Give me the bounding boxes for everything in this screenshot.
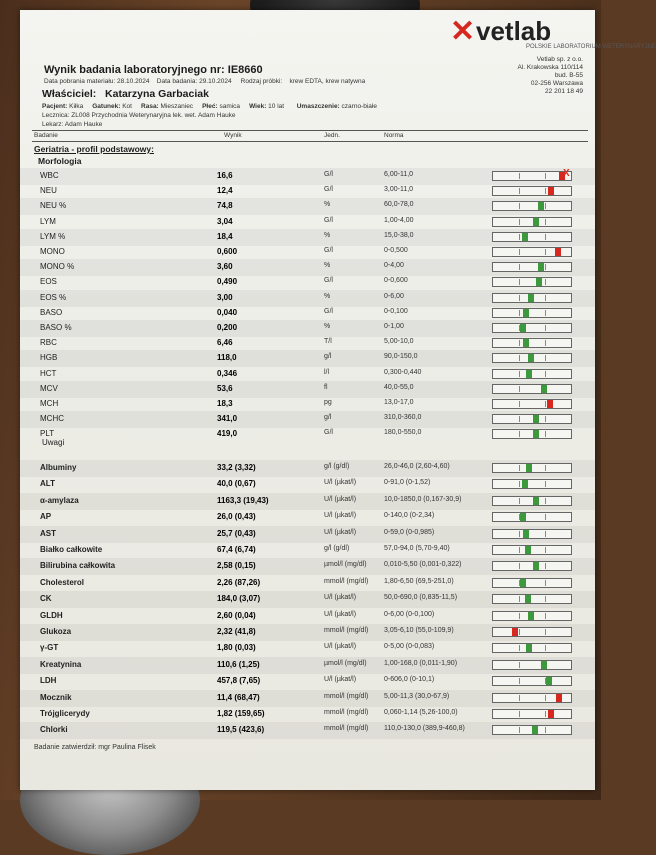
range-indicator-bar <box>492 709 572 719</box>
test-name: α-amylaza <box>40 495 79 505</box>
test-reference-range: 0-1,00 <box>384 323 404 330</box>
test-name: BASO <box>40 307 63 317</box>
test-unit: fl <box>324 383 328 391</box>
test-result: 67,4 (6,74) <box>217 545 256 554</box>
test-unit: mmol/l (mg/dl) <box>324 577 369 585</box>
lab-address-line: 22 201 18 49 <box>545 88 583 95</box>
clinic-line: Lecznica: ZL008 Przychodnia Weterynaryjna lek. wet. Adam Hauke <box>42 112 236 119</box>
result-marker <box>538 263 544 271</box>
test-result: 33,2 (3,32) <box>217 463 256 472</box>
range-indicator-bar <box>492 561 572 571</box>
test-name: Glukoza <box>40 627 72 636</box>
test-name: LYM <box>40 216 56 226</box>
result-marker <box>533 415 539 423</box>
column-range: Norma <box>384 132 404 139</box>
table-row <box>20 591 595 608</box>
test-unit: µmol/l (mg/dl) <box>324 659 367 667</box>
result-marker <box>523 309 529 317</box>
profile-title: Geriatria - profil podstawowy: <box>34 144 154 154</box>
table-row <box>20 558 595 575</box>
test-reference-range: 5,00-11,3 (30,0-67,9) <box>384 692 450 700</box>
test-name: AST <box>40 528 56 538</box>
result-marker <box>533 497 539 505</box>
test-unit: g/l <box>324 353 332 361</box>
test-result: 2,58 (0,15) <box>217 561 256 571</box>
range-indicator-bar <box>492 627 572 637</box>
test-reference-range: 13,0-17,0 <box>384 399 414 406</box>
result-marker <box>526 464 532 472</box>
test-name: EOS <box>40 277 57 287</box>
results-table-header <box>32 130 588 142</box>
range-indicator-bar <box>492 232 572 242</box>
test-unit: % <box>324 323 331 330</box>
test-name: MCH <box>40 399 59 408</box>
result-marker <box>526 644 532 652</box>
table-row <box>20 426 595 443</box>
test-reference-range: 0-0,500 <box>384 247 408 254</box>
test-reference-range: 3,05-6,10 (55,0-109,9) <box>384 627 454 634</box>
result-marker <box>525 546 531 554</box>
report-number: IE8660 <box>227 64 263 76</box>
test-reference-range: 0,060-1,14 (5,26-100,0) <box>384 709 458 716</box>
result-marker <box>533 430 539 438</box>
range-indicator-bar <box>492 217 572 227</box>
owner-name: Katarzyna Garbaciak <box>105 88 209 100</box>
table-row <box>20 575 595 592</box>
test-name: RBC <box>40 338 57 348</box>
test-name: ALT <box>40 479 55 489</box>
test-reference-range: 0-140,0 (0-2,34) <box>384 512 435 520</box>
test-unit: µmol/l (mg/dl) <box>324 561 367 569</box>
test-reference-range: 40,0-55,0 <box>384 383 414 391</box>
table-row <box>20 640 595 657</box>
table-row <box>20 542 595 559</box>
test-unit: T/l <box>324 338 332 346</box>
result-marker <box>525 595 531 603</box>
result-marker <box>547 400 553 408</box>
test-result: 25,7 (0,43) <box>217 528 256 538</box>
result-marker <box>556 694 562 702</box>
test-reference-range: 10,0-1850,0 (0,167-30,9) <box>384 495 462 503</box>
test-unit: % <box>324 262 331 270</box>
range-indicator-bar <box>492 308 572 318</box>
test-result: 3,60 <box>217 262 233 272</box>
test-result: 53,6 <box>217 383 233 393</box>
test-name: WBC <box>40 171 59 180</box>
test-name: MONO <box>40 247 65 256</box>
test-reference-range: 57,0-94,0 (5,70-9,40) <box>384 545 450 552</box>
test-name: LDH <box>40 676 57 686</box>
range-indicator-bar <box>492 247 572 257</box>
result-marker <box>528 612 534 620</box>
logo-subtitle: POLSKIE LABORATORIUM WETERYNARYJNE <box>526 44 656 50</box>
range-indicator-bar <box>492 168 572 181</box>
vetlab-logo <box>450 14 656 50</box>
column-test: Badanie <box>34 132 58 139</box>
result-marker <box>541 661 547 669</box>
test-reference-range: 5,00-10,0 <box>384 338 414 346</box>
table-row <box>20 526 595 543</box>
test-name: NEU % <box>40 201 67 211</box>
range-indicator-bar <box>492 338 572 348</box>
test-reference-range: 0-59,0 (0-0,985) <box>384 528 435 536</box>
range-indicator-bar <box>492 293 572 303</box>
morfologia-title: Morfologia <box>38 156 82 166</box>
test-result: 18,4 <box>217 231 233 241</box>
result-marker <box>520 579 526 587</box>
test-reference-range: 110,0-130,0 (389,9-460,8) <box>384 725 465 733</box>
test-unit: mmol/l (mg/dl) <box>324 627 369 634</box>
test-unit: U/l (µkat/l) <box>324 479 357 487</box>
range-indicator-bar <box>492 399 572 409</box>
test-result: 419,0 <box>217 429 238 439</box>
result-marker <box>522 480 528 488</box>
test-result: 2,60 (0,04) <box>217 610 256 620</box>
table-row <box>20 493 595 510</box>
test-name: PLT <box>40 429 55 439</box>
result-marker <box>512 628 518 636</box>
result-marker <box>555 248 561 256</box>
test-name: CK <box>40 594 52 604</box>
test-reference-range: 0-5,00 (0-0,083) <box>384 643 435 651</box>
test-unit: U/l (µkat/l) <box>324 676 357 684</box>
test-result: 1163,3 (19,43) <box>217 495 269 505</box>
result-marker <box>541 385 547 393</box>
remarks-label: Uwagi <box>42 438 65 447</box>
range-indicator-bar <box>492 643 572 653</box>
table-row <box>20 624 595 641</box>
range-indicator-bar <box>492 725 572 735</box>
range-indicator-bar <box>492 676 572 686</box>
test-reference-range: 26,0-46,0 (2,60-4,60) <box>384 463 450 470</box>
test-unit: U/l (µkat/l) <box>324 594 357 602</box>
test-unit: l/l <box>324 368 330 376</box>
test-name: MONO % <box>40 262 75 272</box>
result-marker <box>533 562 539 570</box>
result-marker <box>548 187 554 195</box>
test-result: 118,0 <box>217 353 237 363</box>
test-name: EOS % <box>40 292 67 302</box>
test-reference-range: 60,0-78,0 <box>384 201 414 209</box>
out-of-range-flag-icon: X <box>563 168 570 179</box>
test-result: 3,04 <box>217 216 233 226</box>
test-result: 26,0 (0,43) <box>217 512 256 522</box>
test-name: LYM % <box>40 231 66 241</box>
test-name: GLDH <box>40 610 63 620</box>
result-marker <box>520 324 526 332</box>
test-name: Bilirubina całkowita <box>40 561 116 571</box>
test-unit: mmol/l (mg/dl) <box>324 709 369 716</box>
test-reference-range: 6,00-11,0 <box>384 171 414 178</box>
range-indicator-bar <box>492 201 572 211</box>
test-unit: G/l <box>324 307 333 315</box>
test-name: γ-GT <box>40 643 59 653</box>
table-row <box>20 690 595 707</box>
test-result: 6,46 <box>217 338 233 348</box>
test-name: Białko całkowite <box>40 545 103 554</box>
test-unit: mmol/l (mg/dl) <box>324 725 369 733</box>
report-title: Wynik badania laboratoryjnego nr: IE8660 <box>44 64 263 76</box>
test-unit: G/l <box>324 277 333 285</box>
test-reference-range: 0-6,00 (0-0,100) <box>384 610 435 618</box>
test-name: Mocznik <box>40 692 72 702</box>
test-unit: pg <box>324 399 332 406</box>
test-result: 341,0 <box>217 414 238 424</box>
test-reference-range: 90,0-150,0 <box>384 353 418 361</box>
test-reference-range: 1,00-4,00 <box>384 216 414 224</box>
test-reference-range: 1,00-168,0 (0,011-1,90) <box>384 659 458 667</box>
range-indicator-bar <box>492 353 572 363</box>
test-unit: g/l (g/dl) <box>324 545 350 552</box>
range-indicator-bar <box>492 463 572 473</box>
range-indicator-bar <box>492 323 572 333</box>
test-unit: U/l (µkat/l) <box>324 528 357 536</box>
test-unit: U/l (µkat/l) <box>324 512 357 520</box>
table-row <box>20 460 595 477</box>
test-name: MCV <box>40 383 58 393</box>
range-indicator-bar <box>492 693 572 703</box>
test-unit: g/l <box>324 414 332 422</box>
test-name: HCT <box>40 368 57 378</box>
test-reference-range: 0-6,00 <box>384 292 404 300</box>
column-unit: Jedn. <box>324 132 340 139</box>
range-indicator-bar <box>492 578 572 588</box>
test-result: 0,346 <box>217 368 238 378</box>
test-reference-range: 3,00-11,0 <box>384 186 414 194</box>
table-row <box>20 509 595 526</box>
result-marker <box>536 278 542 286</box>
result-marker <box>528 354 534 362</box>
test-result: 119,5 (423,6) <box>217 725 265 735</box>
result-marker <box>546 677 552 685</box>
test-name: Trójglicerydy <box>40 709 90 718</box>
range-indicator-bar <box>492 594 572 604</box>
result-marker <box>528 294 534 302</box>
test-result: 2,26 (87,26) <box>217 577 261 587</box>
lab-address-line: 02-256 Warszawa <box>530 80 583 87</box>
test-name: NEU <box>40 186 57 196</box>
doctor-line: Lekarz: Adam Hauke <box>42 121 103 128</box>
table-row <box>20 476 595 493</box>
test-result: 0,490 <box>217 277 238 287</box>
test-result: 12,4 <box>217 186 233 196</box>
table-row <box>20 657 595 674</box>
test-result: 40,0 (0,67) <box>217 479 256 489</box>
lab-report-sheet <box>20 10 656 790</box>
result-marker <box>533 218 539 226</box>
test-result: 1,82 (159,65) <box>217 709 265 718</box>
test-unit: G/l <box>324 216 333 224</box>
test-name: HGB <box>40 353 58 363</box>
test-result: 18,3 <box>217 399 233 408</box>
test-reference-range: 0,010-5,50 (0,001-0,322) <box>384 561 462 569</box>
test-result: 74,8 <box>217 201 233 211</box>
owner-line: Właściciel: Katarzyna Garbaciak <box>42 88 209 100</box>
test-result: 16,6 <box>217 171 233 180</box>
test-result: 110,6 (1,25) <box>217 659 260 669</box>
range-indicator-bar <box>492 611 572 621</box>
test-unit: G/l <box>324 186 333 194</box>
test-result: 0,040 <box>217 307 238 317</box>
range-indicator-bar <box>492 479 572 489</box>
test-unit: g/l (g/dl) <box>324 463 350 470</box>
test-name: MCHC <box>40 414 64 424</box>
lab-address-line: Vetlab sp. z o.o. <box>536 56 583 63</box>
result-marker <box>526 370 532 378</box>
range-indicator-bar <box>492 384 572 394</box>
logo-brand: vetlab <box>476 16 552 46</box>
result-marker <box>532 726 538 734</box>
test-result: 0,600 <box>217 247 238 256</box>
logo-x-icon: ✕ <box>450 15 476 48</box>
test-reference-range: 50,0-690,0 (0,835-11,5) <box>384 594 458 602</box>
range-indicator-bar <box>492 660 572 670</box>
test-reference-range: 1,80-6,50 (69,5-251,0) <box>384 577 454 585</box>
result-marker <box>523 530 529 538</box>
range-indicator-bar <box>492 414 572 424</box>
test-name: Chlorki <box>40 725 68 735</box>
result-marker <box>522 233 528 241</box>
table-row <box>20 608 595 625</box>
approval-line: Badanie zatwierdził: mgr Paulina Flisek <box>34 744 156 751</box>
report-dates: Data pobrania materiału: 28.10.2024 Data badania: 29.10.2024 Rodzaj próbki: krew EDTA, krew natywna <box>44 78 366 85</box>
test-reference-range: 0-0,100 <box>384 307 408 315</box>
test-unit: % <box>324 201 331 209</box>
test-reference-range: 180,0-550,0 <box>384 429 422 437</box>
test-name: AP <box>40 512 52 522</box>
test-name: BASO % <box>40 323 72 332</box>
test-reference-range: 310,0-360,0 <box>384 414 422 422</box>
range-indicator-bar <box>492 545 572 555</box>
patient-line: Pacjent: Kiłka Gatunek: Kot Rasa: Mieszaniec Płeć: samica Wiek: 10 lat Umaszczenie: czarno-białe <box>42 103 377 110</box>
test-unit: U/l (µkat/l) <box>324 495 357 503</box>
test-unit: U/l (µkat/l) <box>324 610 357 618</box>
table-row <box>20 673 595 690</box>
range-indicator-bar <box>492 262 572 272</box>
range-indicator-bar <box>492 512 572 522</box>
test-unit: G/l <box>324 247 333 254</box>
test-unit: % <box>324 231 331 239</box>
lab-address-line: Al. Krakowska 110/114 <box>517 64 583 71</box>
range-indicator-bar <box>492 186 572 196</box>
result-marker <box>548 710 554 718</box>
test-result: 1,80 (0,03) <box>217 643 256 653</box>
test-result: 457,8 (7,65) <box>217 676 261 686</box>
test-reference-range: 15,0-38,0 <box>384 231 414 239</box>
table-row <box>20 722 595 739</box>
test-result: 11,4 (68,47) <box>217 692 260 702</box>
test-name: Cholesterol <box>40 577 85 587</box>
result-marker <box>523 339 529 347</box>
test-unit: % <box>324 292 331 300</box>
test-reference-range: 0,300-0,440 <box>384 368 422 376</box>
range-indicator-bar <box>492 369 572 379</box>
test-name: Albuminy <box>40 463 77 472</box>
test-unit: G/l <box>324 429 333 437</box>
result-marker <box>520 513 526 521</box>
test-name: Kreatynina <box>40 659 82 669</box>
test-reference-range: 0-0,600 <box>384 277 408 285</box>
test-result: 0,200 <box>217 323 238 332</box>
test-reference-range: 0-606,0 (0-10,1) <box>384 676 435 684</box>
table-row <box>20 706 595 723</box>
test-result: 184,0 (3,07) <box>217 594 261 604</box>
result-marker <box>538 202 544 210</box>
test-reference-range: 0-91,0 (0-1,52) <box>384 479 431 487</box>
test-result: 2,32 (41,8) <box>217 627 256 636</box>
test-result: 3,00 <box>217 292 233 302</box>
range-indicator-bar <box>492 277 572 287</box>
column-result: Wynik <box>224 132 242 139</box>
test-unit: G/l <box>324 171 333 178</box>
range-indicator-bar <box>492 496 572 506</box>
test-unit: mmol/l (mg/dl) <box>324 692 369 700</box>
range-indicator-bar <box>492 429 572 439</box>
approver-name: mgr Paulina Flisek <box>98 744 156 751</box>
test-unit: U/l (µkat/l) <box>324 643 357 651</box>
range-indicator-bar <box>492 529 572 539</box>
lab-address-line: bud. B-55 <box>554 72 583 79</box>
test-reference-range: 0-4,00 <box>384 262 404 270</box>
